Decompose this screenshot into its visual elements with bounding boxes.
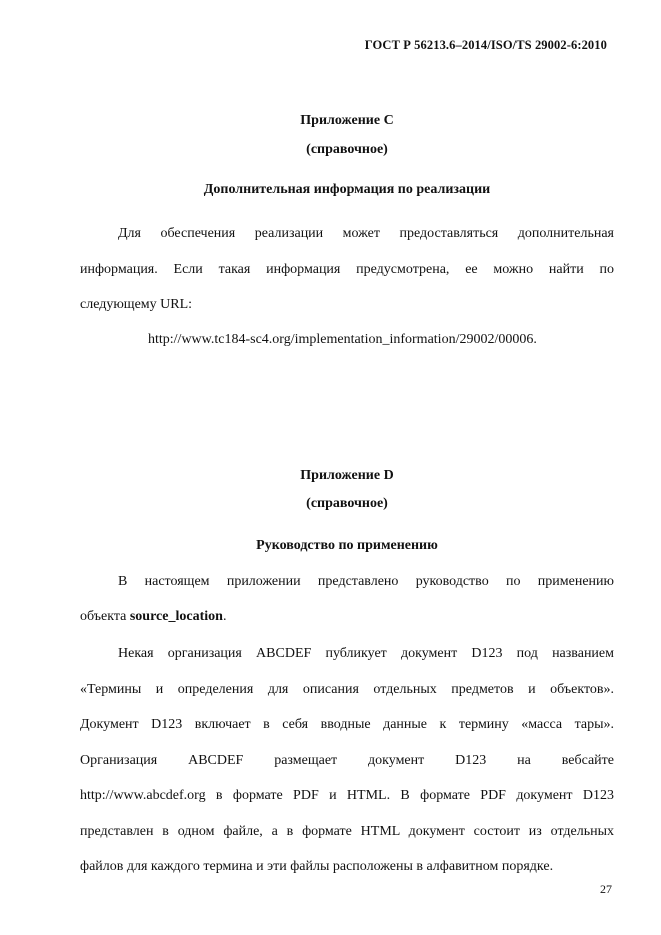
appendix-d-p2-line: Документ D123 включает в себя вводные данные к термину «масса тары».	[80, 717, 614, 732]
p1-prefix: объекта	[80, 609, 130, 624]
appendix-c-para-line: информация. Если такая информация предусмотрена, ее можно найти по	[80, 262, 614, 277]
appendix-d-p2-line: файлов для каждого термина и эти файлы расположены в алфавитном порядке.	[80, 859, 554, 874]
source-location-term: source_location	[129, 609, 223, 624]
appendix-d-title: Приложение D	[300, 468, 394, 483]
appendix-c-para-line: Для обеспечения реализации может предоставляться дополнительная	[118, 226, 614, 241]
appendix-d-p2-line: Организация ABCDEF размещает документ D123 на вебсайте	[80, 753, 614, 768]
appendix-c-para-line: следующему URL:	[80, 297, 193, 312]
appendix-d-p2-line: «Термины и определения для описания отдельных предметов и объектов».	[80, 682, 614, 697]
appendix-d-p2-line: представлен в одном файле, а в формате HTML документ состоит из отдельных	[80, 824, 614, 839]
page-number: 27	[600, 882, 612, 896]
appendix-c-heading: Дополнительная информация по реализации	[203, 182, 491, 197]
appendix-d-p2-line: http://www.abcdef.org в формате PDF и HTML. В формате PDF документ D123	[80, 788, 614, 803]
document-code-header: ГОСТ Р 56213.6–2014/ISO/TS 29002-6:2010	[364, 38, 607, 52]
appendix-d-subtitle: (справочное)	[306, 496, 388, 511]
p1-suffix: .	[222, 609, 227, 624]
appendix-c-title: Приложение С	[300, 113, 394, 128]
appendix-d-heading: Руководство по применению	[256, 538, 438, 553]
implementation-url: http://www.tc184-sc4.org/implementation_information/29002/00006.	[148, 332, 537, 347]
appendix-d-p1-line	[80, 609, 614, 625]
appendix-d-p2-line: Некая организация ABCDEF публикует документ D123 под названием	[118, 646, 614, 661]
appendix-c-subtitle: (справочное)	[306, 142, 388, 157]
appendix-d-p1-line: В настоящем приложении представлено руководство по применению	[118, 574, 614, 589]
